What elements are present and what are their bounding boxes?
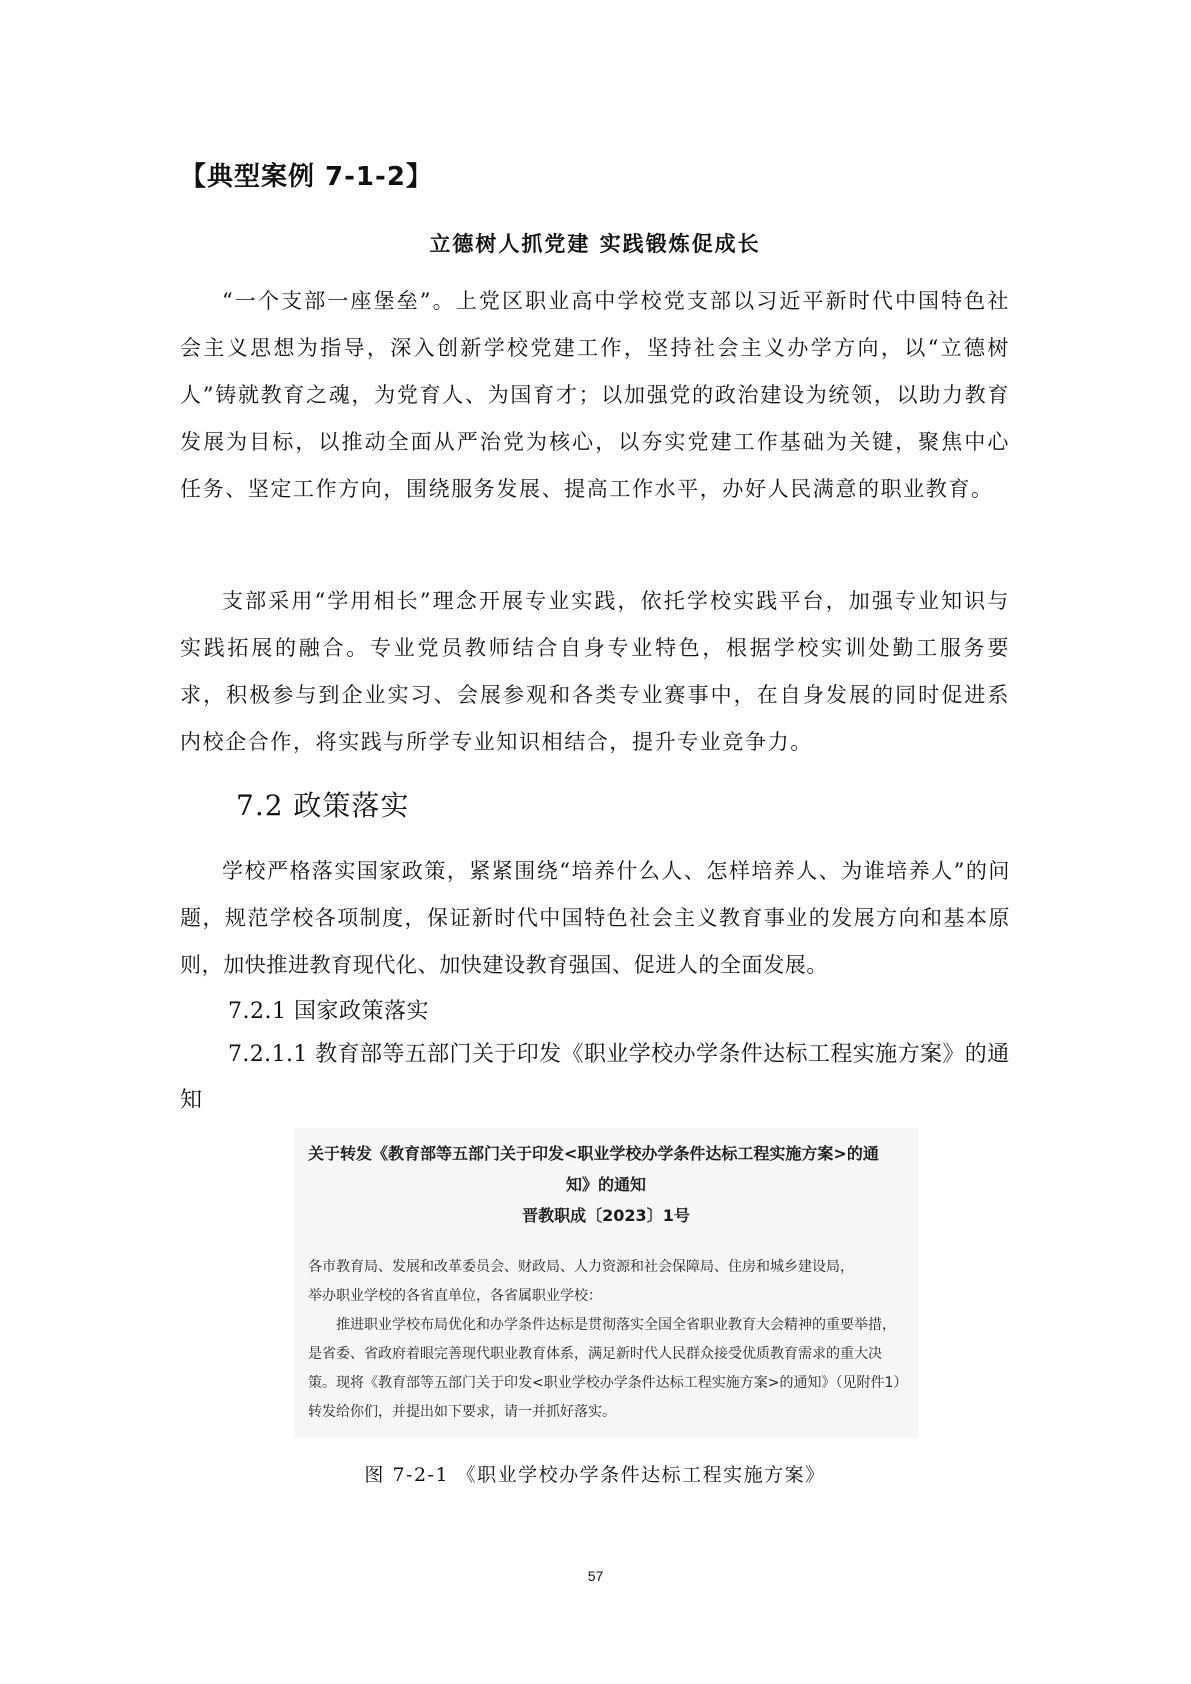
sub-heading: 7.2.1 国家政策落实	[228, 999, 429, 1024]
case-paragraph-1: “一个支部一座堡垒”。上党区职业高中学校党支部以习近平新时代中国特色社会主义思想为指导，深入创新学校党建工作，坚持社会主义办学方向，以“立德树人”铸就教育之魂，为党育人、为国育才；以加强党的政治建设为统领，以助力教育发展为目标，以推动全面从严治党为核心，以夯实党建工作基础为关键，聚焦中心任务、坚定工作方向，围绕服务发展、提高工作水平，办好人民满意的职业教育。	[180, 289, 1010, 501]
case-paragraph-2: 支部采用“学用相长”理念开展专业实践，依托学校实践平台，加强专业知识与实践拓展的融合。专业党员教师结合自身专业特色，根据学校实训处勤工服务要求，积极参与到企业实习、会展参观和各类专业赛事中，在自身发展的同时促进系内校企合作，将实践与所学专业知识相结合，提升专业竞争力。	[180, 589, 1010, 754]
section-paragraph: 学校严格落实国家政策，紧紧围绕“培养什么人、怎样培养人、为谁培养人”的问题，规范学校各项制度，保证新时代中国特色社会主义教育事业的发展方向和基本原则，加快推进教育现代化、加快建设教育强国、促进人的全面发展。	[180, 859, 1010, 977]
page-number: 57	[587, 1568, 604, 1584]
notice-recipients-line-2: 举办职业学校的各省直单位，各省属职业学校：	[308, 1288, 602, 1304]
notice-title-line-1: 关于转发《教育部等五部门关于印发<职业学校办学条件达标工程实施方案>的通	[308, 1144, 879, 1163]
notice-body	[308, 1253, 904, 1427]
sub-sub-heading: 7.2.1.1 教育部等五部门关于印发《职业学校办学条件达标工程实施方案》的通知	[180, 1042, 1010, 1113]
notice-figure	[294, 1128, 918, 1438]
case-title: 【典型案例 7-1-2】	[180, 162, 433, 192]
notice-title-line-2: 知》的通知	[565, 1175, 646, 1194]
notice-header	[308, 1138, 904, 1231]
notice-document-number: 晋教职成〔2023〕1号	[522, 1206, 690, 1225]
section-heading: 7.2 政策落实	[236, 789, 410, 822]
case-subtitle: 立德树人抓党建 实践锻炼促成长	[429, 231, 761, 256]
notice-recipients-line-1: 各市教育局、发展和改革委员会、财政局、人力资源和社会保障局、住房和城乡建设局，	[308, 1259, 854, 1275]
figure-caption: 图 7-2-1 《职业学校办学条件达标工程实施方案》	[364, 1464, 826, 1486]
notice-body-paragraph: 推进职业学校布局优化和办学条件达标是贯彻落实全国全省职业教育大会精神的重要举措，是省委、省政府着眼完善现代职业教育体系，满足新时代人民群众接受优质教育需求的重大决策。现将《教育部等五部门关于印发<职业学校办学条件达标工程实施方案>的通知》（见附件1）转发给你们，并提出如下要求，请一并抓好落实。	[308, 1317, 901, 1420]
